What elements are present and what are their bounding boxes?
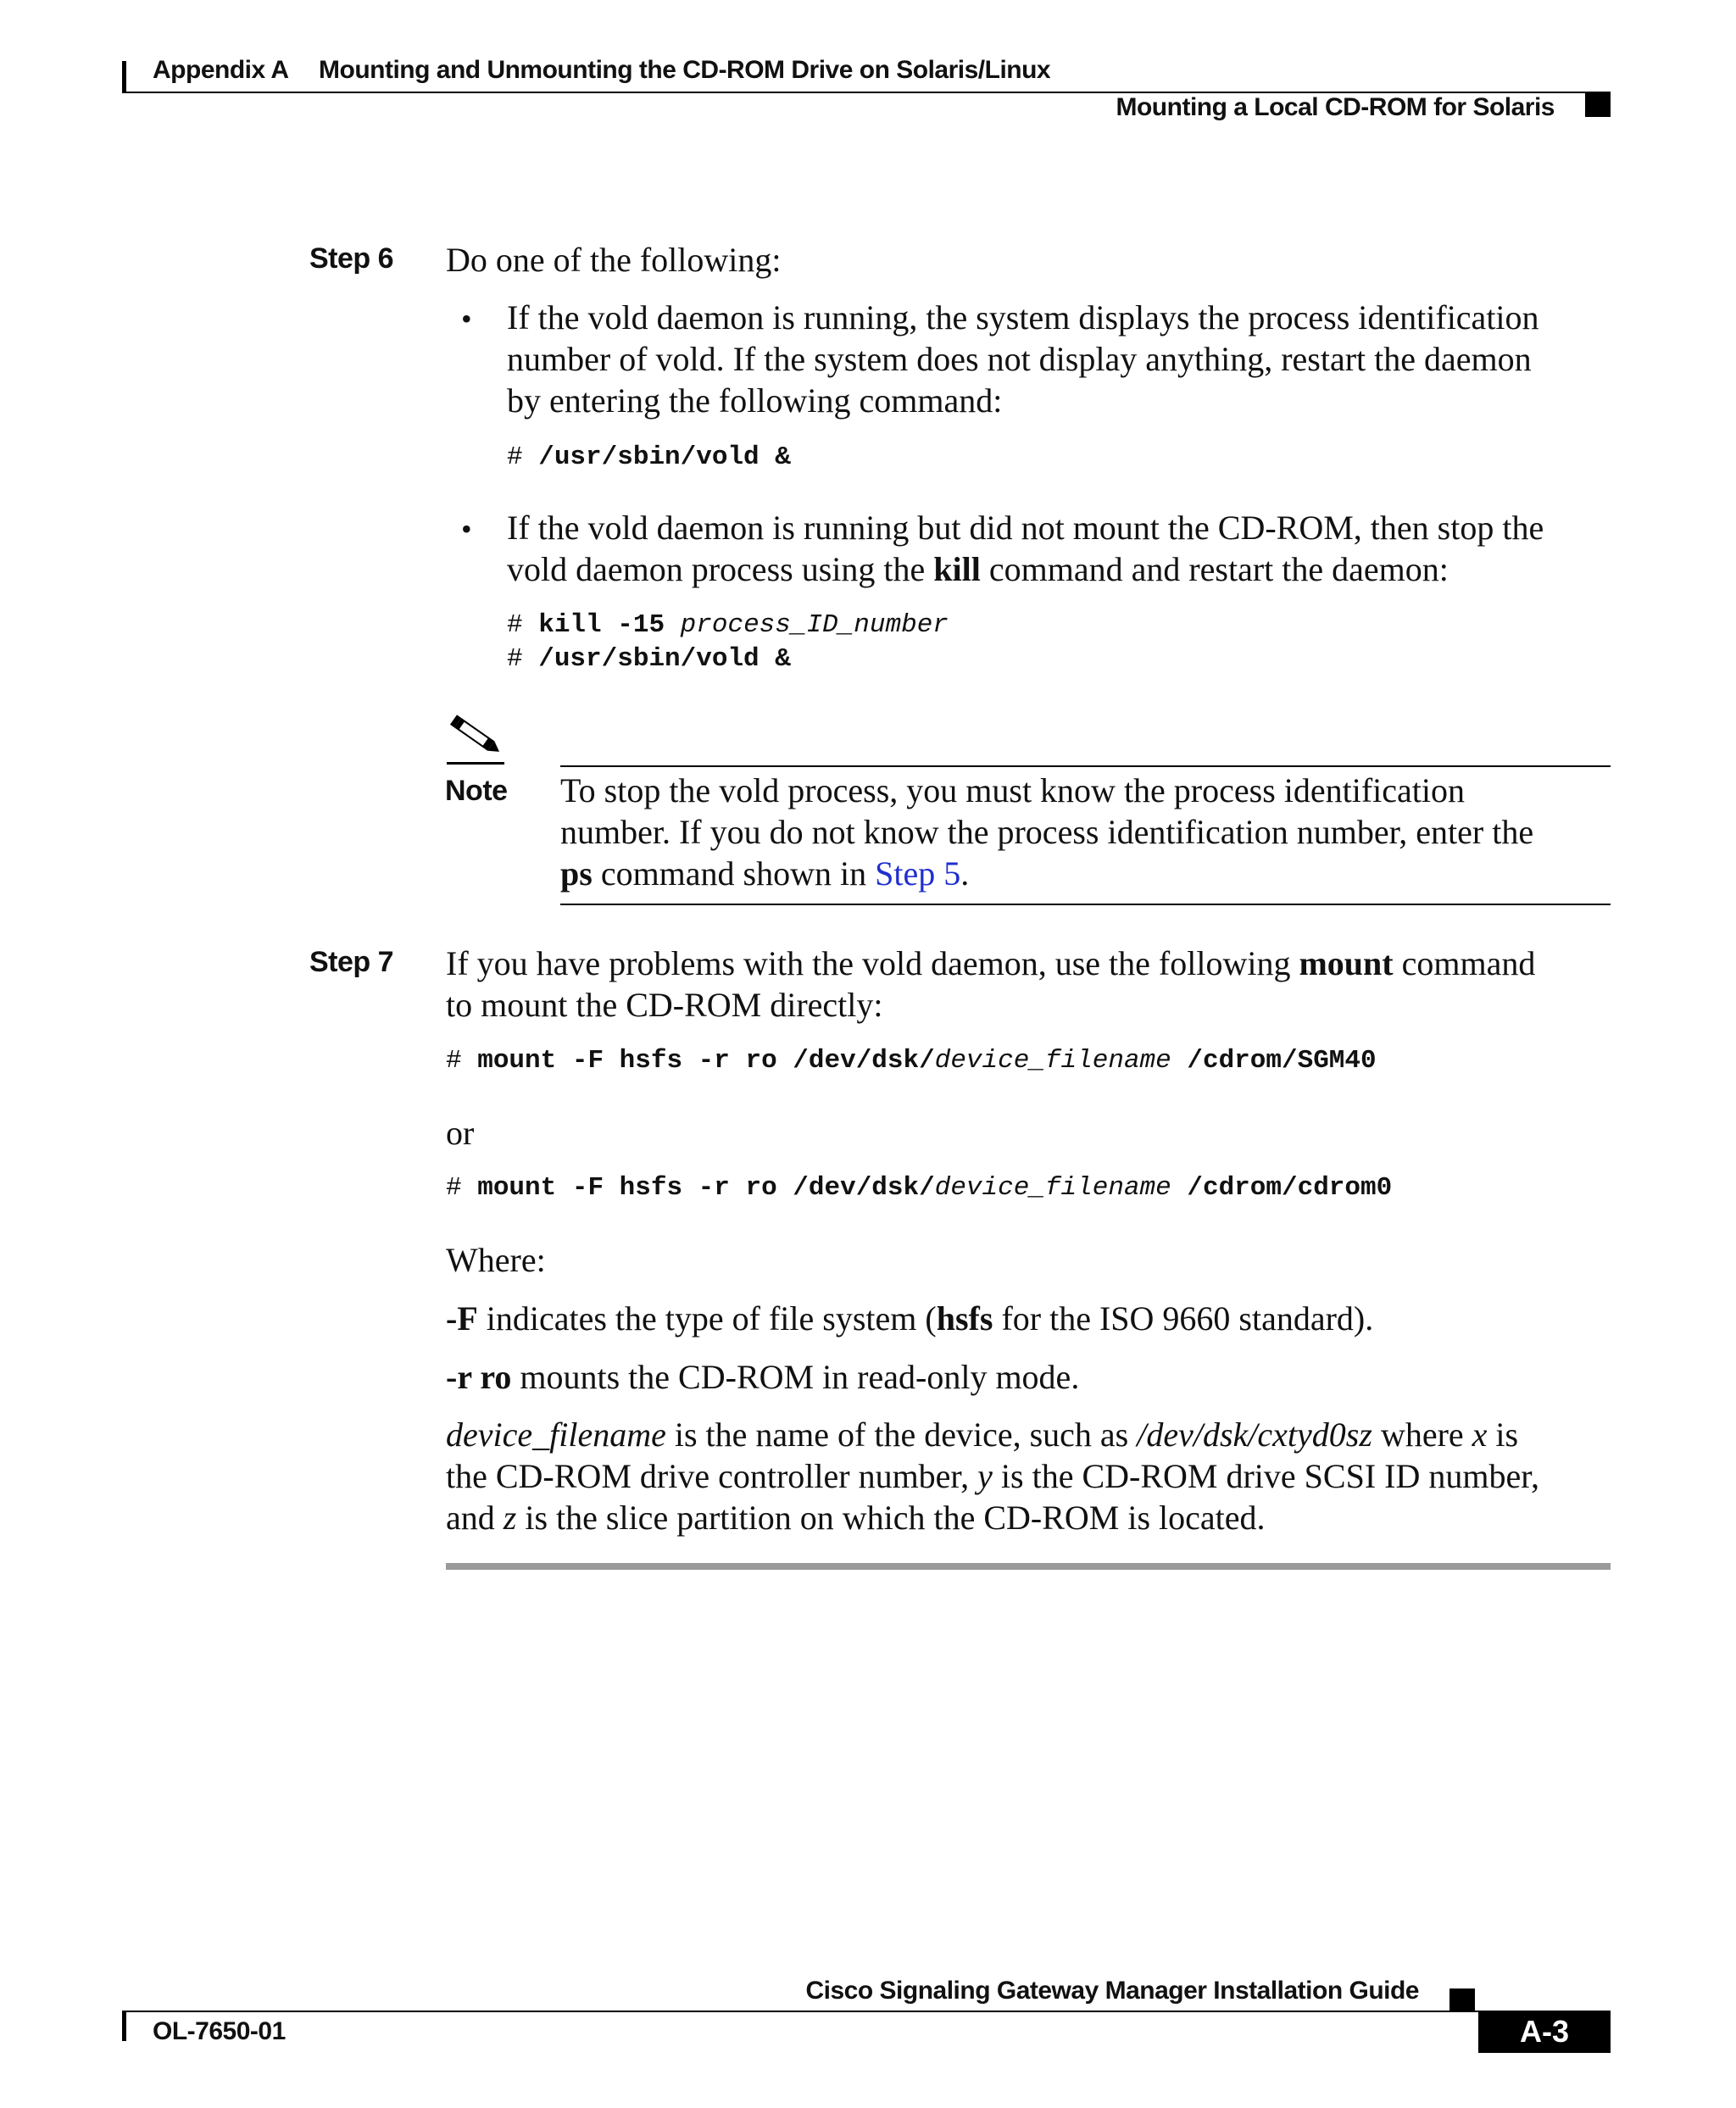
footer-left-bar [122, 2011, 126, 2041]
code-prompt: # [507, 442, 539, 472]
text-line: To stop the vold process, you must know the process identification [560, 771, 1466, 809]
text-span: . [960, 854, 970, 893]
text-line [560, 853, 1533, 894]
code-line [507, 644, 791, 674]
page-number: A-3 [1519, 2014, 1569, 2049]
code-command: /cdrom/cdrom0 [1171, 1173, 1393, 1203]
text-line: If the vold daemon is running, the system displays the process identification [507, 298, 1539, 337]
text-span: vold daemon process using the [507, 550, 934, 588]
note-bottom-rule [560, 904, 1611, 905]
note-label: Note [445, 775, 508, 807]
variable-y: y [977, 1457, 993, 1495]
text-span: where [1372, 1416, 1472, 1454]
code-argument: process_ID_number [680, 610, 949, 640]
code-command: mount -F hsfs -r ro /dev/dsk/ [477, 1046, 935, 1076]
text-line: number of vold. If the system does not display anything, restart the daemon [507, 340, 1532, 378]
command-name: mount [1299, 944, 1394, 982]
option-value: hsfs [936, 1299, 993, 1338]
text-span: and [446, 1499, 504, 1537]
code-argument: device_filename [934, 1046, 1171, 1076]
code-command: kill -15 [538, 610, 681, 640]
code-line [446, 1046, 1377, 1076]
term: device_filename [446, 1416, 666, 1454]
text-span: command [1393, 944, 1536, 982]
code-prompt: # [507, 610, 539, 640]
text-line: to mount the CD-ROM directly: [446, 986, 883, 1024]
text-span: command shown in [592, 854, 876, 893]
text-line: If the vold daemon is running but did not mount the CD-ROM, then stop the [507, 509, 1544, 547]
header-black-square [1585, 93, 1611, 117]
page-number-box [1478, 2011, 1611, 2053]
text-span: is the CD-ROM drive SCSI ID number, [992, 1457, 1539, 1495]
code-command: /usr/sbin/vold & [538, 442, 791, 472]
code-line [446, 1173, 1392, 1203]
code-line [507, 610, 949, 640]
text-line [446, 1455, 1539, 1497]
code-line [507, 442, 791, 472]
text-span: is [1487, 1416, 1519, 1454]
code-command: /cdrom/SGM40 [1171, 1046, 1377, 1076]
text-span: If you have problems with the vold daemon, use the following [446, 944, 1299, 982]
code-prompt: # [446, 1173, 478, 1203]
footer-rule [122, 2011, 1611, 2012]
text-span: indicates the type of file system ( [477, 1299, 937, 1338]
note-body [560, 770, 1533, 894]
text-line [446, 1414, 1539, 1455]
code-command: /usr/sbin/vold & [538, 644, 791, 674]
where-text: Where: [446, 1241, 546, 1279]
text-span: the CD-ROM drive controller number, [446, 1457, 978, 1495]
or-text: or [446, 1114, 475, 1152]
bullet-dot: • [461, 302, 472, 336]
variable-x: x [1472, 1416, 1488, 1454]
code-command: mount -F hsfs -r ro /dev/dsk/ [477, 1173, 935, 1203]
code-prompt: # [507, 644, 539, 674]
footer-doc-number: OL-7650-01 [153, 2017, 286, 2045]
step7-intro [446, 943, 1535, 1026]
step6-bullet2 [507, 507, 1544, 590]
header-left-bar [122, 61, 126, 93]
header-section-title: Mounting a Local CD-ROM for Solaris [1116, 93, 1555, 121]
option-name: -r ro [446, 1358, 512, 1396]
definition-f [446, 1298, 1373, 1339]
pencil-icon [447, 715, 506, 765]
definition-r [446, 1356, 1079, 1398]
code-prompt: # [446, 1046, 478, 1076]
text-span: command and restart the daemon: [980, 550, 1449, 588]
command-name: kill [933, 550, 981, 588]
footer-black-square [1449, 1988, 1475, 2011]
step7-label: Step 7 [309, 946, 394, 978]
text-span: is the slice partition on which the CD-ROM is located. [516, 1499, 1266, 1537]
step6-label: Step 6 [309, 242, 394, 275]
step5-link[interactable]: Step 5 [875, 854, 961, 893]
text-line [446, 1497, 1539, 1538]
text-span: is the name of the device, such as [665, 1416, 1138, 1454]
text-line: number. If you do not know the process identification number, enter the [560, 813, 1534, 851]
variable-z: z [503, 1499, 517, 1537]
step6-intro: Do one of the following: [446, 241, 782, 279]
footer-guide-title: Cisco Signaling Gateway Manager Installation Guide [805, 1977, 1419, 2005]
bullet-dot: • [461, 512, 472, 546]
device-path: /dev/dsk/cxtyd0sz [1137, 1416, 1372, 1454]
text-line [446, 943, 1535, 984]
option-name: -F [446, 1299, 478, 1338]
command-name: ps [560, 854, 593, 893]
code-argument: device_filename [934, 1173, 1171, 1203]
text-line [507, 548, 1544, 590]
header-appendix: Appendix A [153, 56, 289, 84]
text-span: mounts the CD-ROM in read-only mode. [511, 1358, 1080, 1396]
definition-device [446, 1414, 1539, 1538]
note-top-rule [560, 765, 1611, 767]
header-chapter-title: Mounting and Unmounting the CD-ROM Drive on Solaris/Linux [319, 56, 1051, 84]
step6-bullet1 [507, 297, 1539, 421]
procedure-end-rule [446, 1563, 1611, 1570]
text-line: by entering the following command: [507, 381, 1003, 420]
text-span: for the ISO 9660 standard). [993, 1299, 1374, 1338]
